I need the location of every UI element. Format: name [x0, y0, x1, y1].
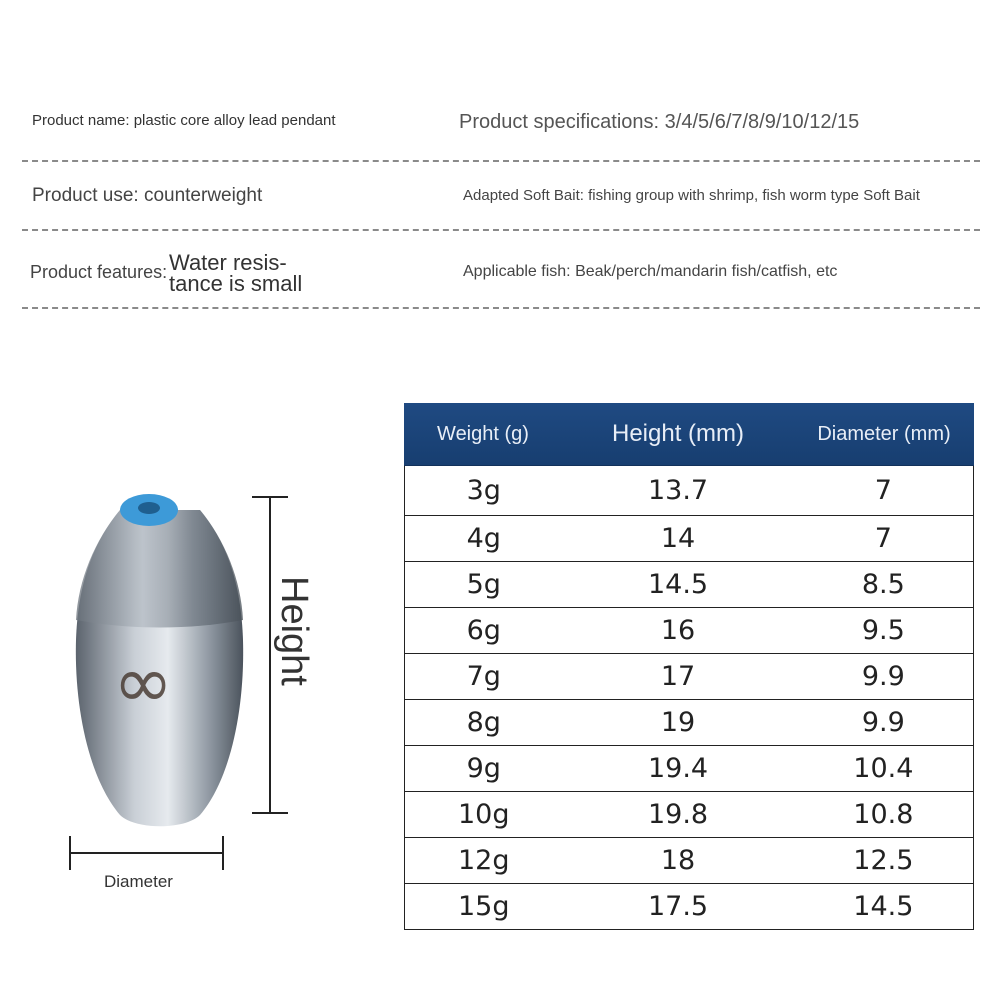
product-use: Product use: counterweight	[32, 185, 263, 206]
table-row	[405, 745, 973, 791]
cell-weight: 3g	[466, 475, 501, 506]
cell-weight: 8g	[466, 707, 501, 738]
cell-height: 14.5	[647, 569, 709, 600]
spec-table	[404, 403, 974, 930]
table-row	[405, 653, 973, 699]
cell-diameter: 8.5	[861, 569, 905, 600]
table-row	[405, 837, 973, 883]
cell-diameter: 9.9	[861, 661, 905, 692]
table-row	[405, 515, 973, 561]
sinker-top-cone	[76, 510, 243, 628]
table-row	[405, 699, 973, 745]
cell-height: 16	[660, 615, 696, 646]
cell-height: 17	[660, 661, 696, 692]
product-features-value	[169, 252, 302, 294]
table-row	[405, 883, 973, 929]
cell-diameter: 9.9	[861, 707, 905, 738]
divider	[22, 307, 980, 309]
applicable-fish: Applicable fish: Beak/perch/mandarin fish/catfish, etc	[463, 263, 838, 280]
cell-weight: 9g	[466, 753, 501, 784]
cell-diameter: 7	[874, 475, 892, 506]
height-label: Height	[273, 576, 315, 686]
divider	[22, 229, 980, 231]
cell-diameter: 7	[874, 523, 892, 554]
cap-hole	[138, 502, 160, 514]
cell-diameter: 9.5	[861, 615, 905, 646]
infinity-mark-icon: ∞	[113, 640, 173, 724]
cell-diameter: 12.5	[853, 845, 914, 876]
cell-weight: 7g	[466, 661, 501, 692]
adapted-soft-bait: Adapted Soft Bait: fishing group with shrimp, fish worm type Soft Bait	[463, 187, 920, 204]
table-row	[405, 607, 973, 653]
cell-weight: 12g	[457, 845, 510, 876]
table-row	[405, 466, 973, 515]
sinker-diagram	[40, 480, 350, 900]
cell-diameter: 10.8	[853, 799, 914, 830]
cell-weight: 15g	[457, 891, 510, 922]
cell-diameter: 14.5	[853, 891, 914, 922]
diameter-label: Diameter	[104, 872, 173, 891]
header-diameter: Diameter (mm)	[817, 422, 951, 445]
table-row	[405, 791, 973, 837]
table-header	[404, 403, 974, 466]
cell-height: 19.4	[647, 753, 709, 784]
product-specifications: Product specifications: 3/4/5/6/7/8/9/10/12/15	[459, 111, 860, 133]
cell-diameter: 10.4	[853, 753, 914, 784]
product-features-line2: tance is small	[169, 271, 303, 296]
table-body	[404, 466, 974, 930]
table-row	[405, 561, 973, 607]
cell-weight: 4g	[466, 523, 501, 554]
cell-height: 19.8	[647, 799, 709, 830]
cell-height: 17.5	[647, 891, 709, 922]
cell-height: 19	[660, 707, 696, 738]
product-name: Product name: plastic core alloy lead pendant	[32, 112, 336, 129]
cell-height: 14	[660, 523, 696, 554]
cell-height: 18	[660, 845, 696, 876]
divider	[22, 160, 980, 162]
cell-weight: 6g	[466, 615, 501, 646]
product-features-line1: Water resis-	[169, 250, 287, 275]
header-height: Height (mm)	[611, 420, 744, 447]
cell-height: 13.7	[647, 475, 709, 506]
header-weight: Weight (g)	[437, 422, 529, 445]
cell-weight: 5g	[466, 569, 501, 600]
cell-weight: 10g	[457, 799, 510, 830]
product-features-label: Product features:	[30, 262, 168, 282]
